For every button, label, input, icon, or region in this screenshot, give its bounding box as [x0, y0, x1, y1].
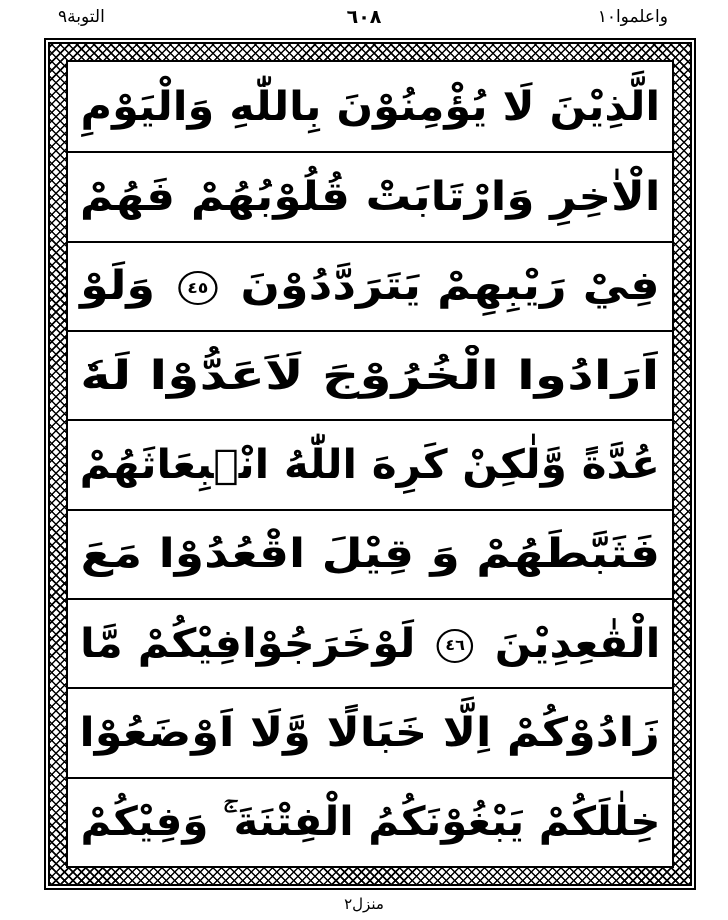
- text-line: [68, 62, 672, 151]
- text-line: [68, 241, 672, 330]
- line-text: خِلٰلَكُمْ يَبْغُوْنَكُمُ الْفِتْنَةَ ۚ وَفِيْكُمْ: [79, 799, 661, 846]
- text-line: [68, 509, 672, 598]
- line-text: الْاٰخِرِ وَارْتَابَتْ قُلُوْبُهُمْ فَهُمْ: [79, 173, 661, 220]
- line-text: عُدَّةً وَّلٰكِنْ كَرِهَ اللّٰهُ انْۢبِعَاثَهُمْ: [79, 441, 661, 488]
- line-text: الَّذِيْنَ لَا يُؤْمِنُوْنَ بِاللّٰهِ وَالْيَوْمِ: [80, 83, 660, 130]
- text-line: [68, 598, 672, 687]
- text-line: [68, 151, 672, 240]
- text-area: [66, 60, 674, 868]
- surah-name: التوبة٩: [58, 7, 105, 27]
- page-number: ٦٠٨: [346, 6, 382, 28]
- line-text: اَرَادُوا الْخُرُوْجَ لَاَعَدُّوْا لَهٗ: [80, 352, 660, 399]
- text-line: [68, 777, 672, 866]
- line-text: [80, 263, 660, 310]
- ayah-end-marker: ٤٦: [437, 629, 474, 663]
- line-text-part: الْقٰعِدِيْنَ: [494, 620, 661, 667]
- manzil-footer: منزل٢: [344, 895, 384, 913]
- ayah-end-marker: ٤٥: [178, 271, 217, 305]
- text-line: [68, 419, 672, 508]
- decorative-border-band: [48, 42, 692, 886]
- page-border: [44, 38, 696, 890]
- line-text-part: لَوْخَرَجُوْافِيْكُمْ مَّا: [79, 620, 416, 667]
- line-text: [79, 620, 661, 667]
- line-text: فَثَبَّطَهُمْ وَ قِيْلَ اقْعُدُوْا مَعَ: [80, 531, 660, 578]
- juz-name: واعلموا١٠: [597, 7, 668, 27]
- line-text-part: فِيْ رَيْبِهِمْ يَتَرَدَّدُوْنَ: [240, 263, 660, 310]
- text-line: [68, 687, 672, 776]
- text-line: [68, 330, 672, 419]
- line-text: زَادُوْكُمْ اِلَّا خَبَالًا وَّلَا اَوْضَعُوْا: [79, 709, 661, 756]
- line-text-part: وَلَوْ: [80, 263, 156, 310]
